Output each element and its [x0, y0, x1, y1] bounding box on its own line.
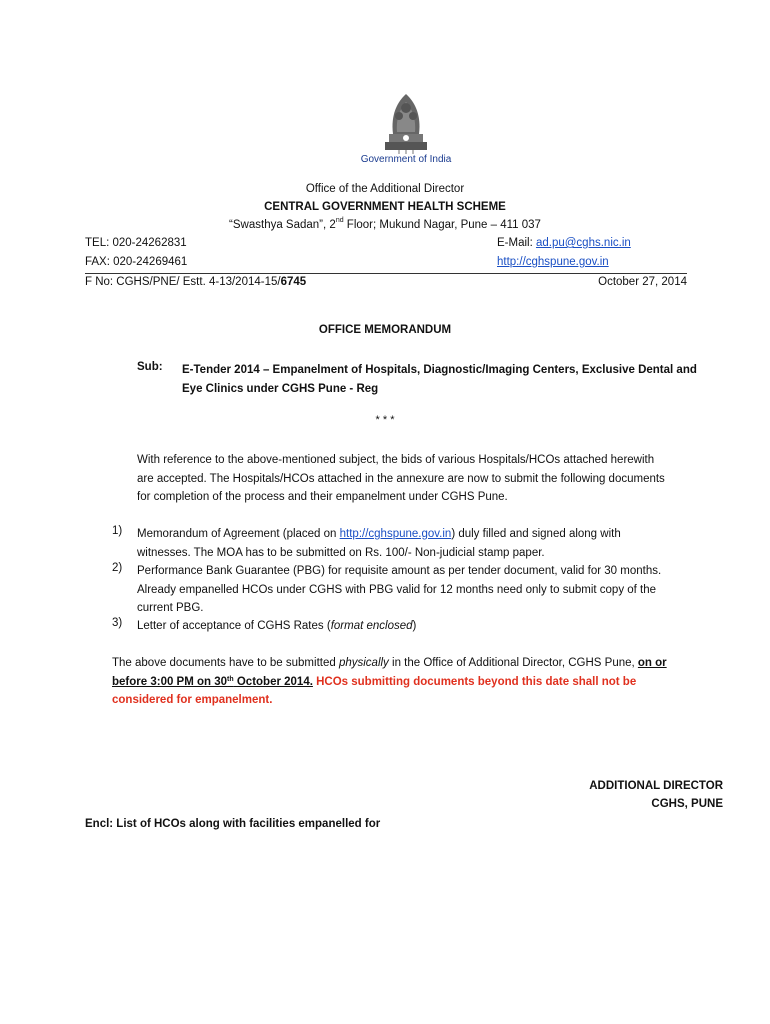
- emblem-caption: Government of India: [360, 154, 452, 165]
- header-divider: [85, 273, 687, 274]
- file-reference: F No: CGHS/PNE/ Estt. 4-13/2014-15/6745: [85, 276, 307, 288]
- list-item: Memorandum of Agreement (placed on http://cghspune.gov.in) duly filled and signed along with witnesses. The MOA has to be submitted on Rs. 100/- Non-judicial stamp paper.: [137, 528, 621, 559]
- list-number: 3): [112, 617, 123, 629]
- email-link[interactable]: ad.pu@cghs.nic.in: [535, 237, 631, 249]
- moa-link[interactable]: http://cghspune.gov.in: [339, 528, 452, 540]
- org-name: CENTRAL GOVERNMENT HEALTH SCHEME: [264, 201, 506, 213]
- subject-text: E-Tender 2014 – Empanelment of Hospitals, Diagnostic/Imaging Centers, Exclusive Dental and Eye Clinics under CGHS Pune - Reg: [182, 364, 697, 395]
- signatory-title: ADDITIONAL DIRECTOR: [589, 780, 723, 792]
- intro-paragraph: With reference to the above-mentioned subject, the bids of various Hospitals/HCOs attached herewith are accepted. The Hospitals/HCOs attached in the annexure are now to submit the following documents for completion of the process and their empanelment under CGHS Pune.: [137, 454, 665, 503]
- memo-date: October 27, 2014: [598, 276, 687, 288]
- list-item: Letter of acceptance of CGHS Rates (format enclosed): [137, 620, 417, 632]
- list-item: Performance Bank Guarantee (PBG) for requisite amount as per tender document, valid for 30 months. Already empanelled HCOs under CGHS with PBG valid for 12 months need only to submit copy of the current PBG.: [137, 565, 662, 614]
- fax-line: FAX: 020-24269461: [85, 256, 188, 268]
- list-number: 2): [112, 562, 123, 574]
- enclosure-note: Encl: List of HCOs along with facilities empanelled for: [85, 818, 381, 830]
- address-line: “Swasthya Sadan”, 2nd Floor; Mukund Nagar, Pune – 411 037: [229, 217, 541, 231]
- office-line: Office of the Additional Director: [305, 183, 465, 195]
- signatory-office: CGHS, PUNE: [651, 798, 723, 810]
- subject-label: Sub:: [137, 361, 163, 373]
- list-number: 1): [112, 525, 123, 537]
- tel-line: TEL: 020-24262831: [85, 237, 187, 249]
- deadline-paragraph: The above documents have to be submitted physically in the Office of Additional Director, CGHS Pune, on or before 3:00 PM on 30th October 2014. HCOs submitting documents beyond this date shall not be considered for empanelment.: [112, 657, 667, 706]
- separator: * * *: [375, 414, 395, 426]
- memo-title: OFFICE MEMORANDUM: [318, 324, 452, 336]
- national-emblem-icon: [379, 88, 433, 154]
- website-link[interactable]: http://cghspune.gov.in: [497, 256, 609, 268]
- email-line: E-Mail: ad.pu@cghs.nic.in: [497, 237, 631, 249]
